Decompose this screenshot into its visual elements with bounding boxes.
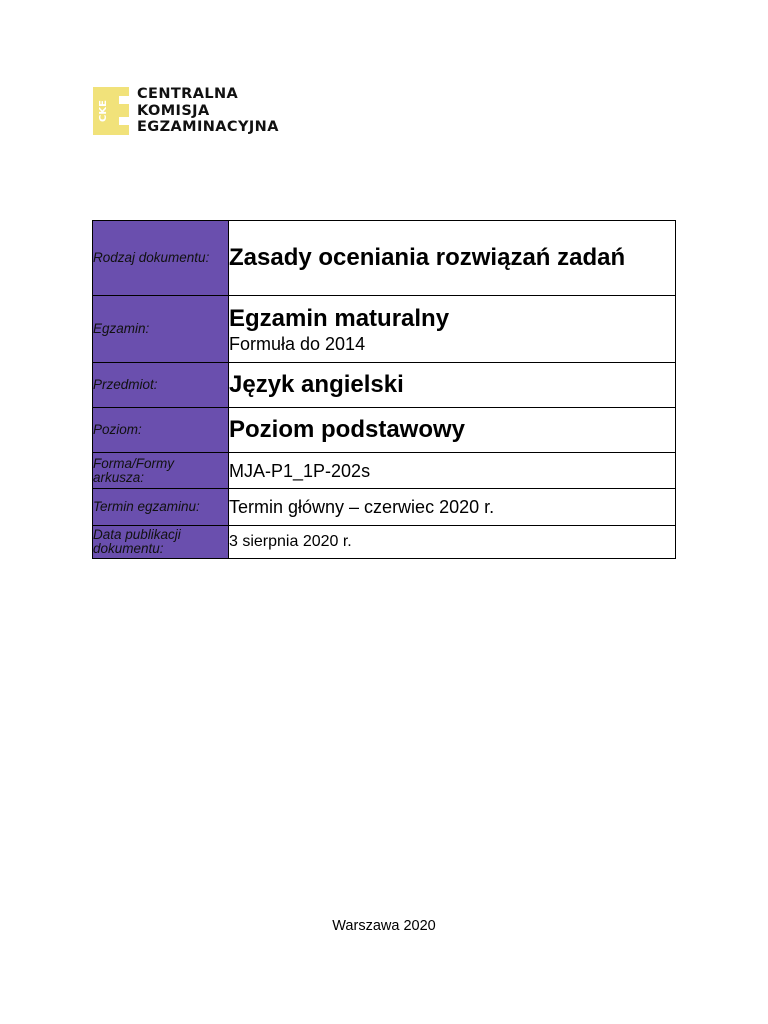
table-row	[93, 363, 676, 408]
row-value-exam	[229, 296, 676, 363]
document-metadata-table	[92, 220, 676, 559]
row-value-subject	[229, 363, 676, 408]
logo-line-3: EGZAMINACYJNA	[137, 119, 279, 136]
row-value-document-type	[229, 221, 676, 296]
exam-name: Egzamin maturalny	[229, 305, 450, 332]
table-row	[93, 221, 676, 296]
row-label-exam: Egzamin:	[93, 296, 229, 363]
table-row	[93, 526, 676, 559]
table-row	[93, 453, 676, 489]
table-row	[93, 296, 676, 363]
row-label-subject: Przedmiot:	[93, 363, 229, 408]
cke-logo	[93, 86, 279, 136]
row-value-exam-date	[229, 489, 676, 526]
table-row	[93, 408, 676, 453]
sheet-code: MJA-P1_1P-202s	[229, 460, 371, 481]
logo-line-2: KOMISJA	[137, 102, 210, 119]
footer-place-year: Warszawa 2020	[332, 918, 436, 934]
logo-line-1: CENTRALNA	[137, 86, 239, 103]
cke-logo-mark	[93, 87, 129, 135]
row-label-publication-date: Data publikacji dokumentu:	[93, 526, 229, 559]
cke-logo-mark-text: CKE	[98, 100, 109, 122]
row-label-sheet-form: Forma/Formy arkusza:	[93, 453, 229, 489]
row-value-sheet-form	[229, 453, 676, 489]
exam-date: Termin główny – czerwiec 2020 r.	[229, 497, 495, 517]
row-value-publication-date	[229, 526, 676, 559]
level-name: Poziom podstawowy	[229, 416, 466, 443]
table-row	[93, 489, 676, 526]
row-label-level: Poziom:	[93, 408, 229, 453]
cke-logo-wordmark	[137, 86, 279, 136]
row-value-level	[229, 408, 676, 453]
subject-name: Język angielski	[229, 371, 404, 398]
document-title: Zasady oceniania rozwiązań zadań	[229, 244, 626, 271]
publication-date: 3 sierpnia 2020 r.	[229, 533, 352, 550]
row-label-document-type: Rodzaj dokumentu:	[93, 221, 229, 296]
row-label-exam-date: Termin egzaminu:	[93, 489, 229, 526]
exam-formula: Formuła do 2014	[229, 334, 366, 354]
